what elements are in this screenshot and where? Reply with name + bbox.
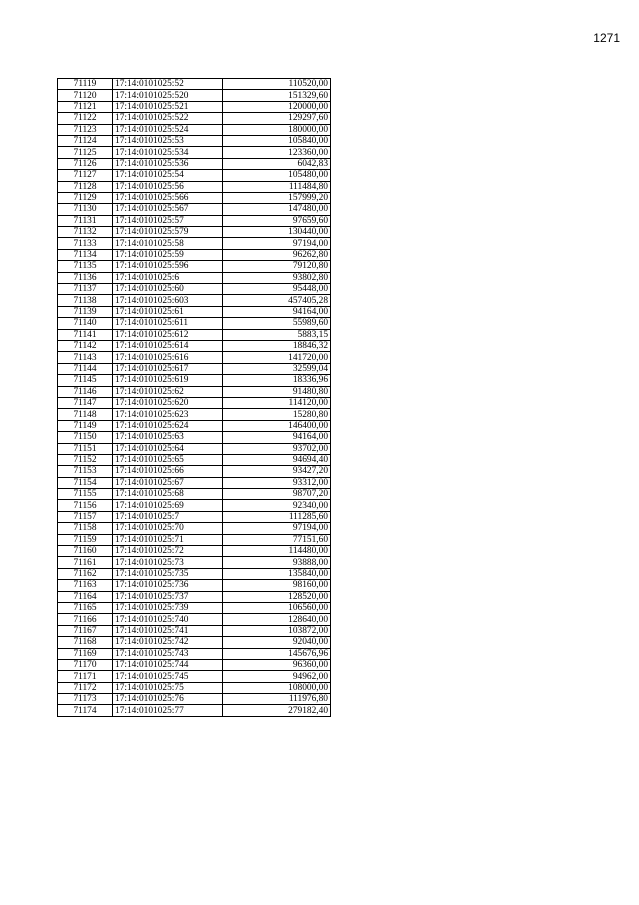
table-row [58, 340, 331, 351]
row-number-cell: 71120 [58, 90, 113, 101]
cadastral-value-cell: 98160,00 [223, 580, 331, 591]
cadastral-value-cell: 55989,60 [223, 318, 331, 329]
cadastral-number-cell: 17:14:0101025:521 [113, 101, 223, 112]
cadastral-value-cell: 95448,00 [223, 284, 331, 295]
cadastral-value-cell: 105480,00 [223, 170, 331, 181]
cadastral-number-cell: 17:14:0101025:623 [113, 409, 223, 420]
cadastral-number-cell: 17:14:0101025:617 [113, 363, 223, 374]
cadastral-value-cell: 111484,80 [223, 181, 331, 192]
cadastral-value-cell: 77151,60 [223, 534, 331, 545]
cadastral-value-cell: 106560,00 [223, 602, 331, 613]
row-number-cell: 71136 [58, 272, 113, 283]
cadastral-number-cell: 17:14:0101025:744 [113, 659, 223, 670]
cadastral-value-cell: 92040,00 [223, 637, 331, 648]
cadastral-value-cell: 32599,04 [223, 363, 331, 374]
cadastral-number-cell: 17:14:0101025:53 [113, 135, 223, 146]
table-row [58, 409, 331, 420]
row-number-cell: 71141 [58, 329, 113, 340]
table-row [58, 284, 331, 295]
cadastral-number-cell: 17:14:0101025:6 [113, 272, 223, 283]
row-number-cell: 71172 [58, 682, 113, 693]
table-row [58, 659, 331, 670]
cadastral-number-cell: 17:14:0101025:534 [113, 147, 223, 158]
cadastral-number-cell: 17:14:0101025:75 [113, 682, 223, 693]
cadastral-number-cell: 17:14:0101025:71 [113, 534, 223, 545]
page-number: 1271 [593, 31, 620, 45]
cadastral-number-cell: 17:14:0101025:739 [113, 602, 223, 613]
row-number-cell: 71131 [58, 215, 113, 226]
cadastral-number-cell: 17:14:0101025:742 [113, 637, 223, 648]
row-number-cell: 71128 [58, 181, 113, 192]
cadastral-value-table-container [57, 78, 331, 717]
row-number-cell: 71162 [58, 568, 113, 579]
table-row [58, 318, 331, 329]
cadastral-number-cell: 17:14:0101025:69 [113, 500, 223, 511]
cadastral-value-cell: 146400,00 [223, 420, 331, 431]
table-row [58, 489, 331, 500]
cadastral-number-cell: 17:14:0101025:743 [113, 648, 223, 659]
table-row [58, 705, 331, 716]
cadastral-value-cell: 18846,32 [223, 340, 331, 351]
cadastral-value-cell: 123360,00 [223, 147, 331, 158]
row-number-cell: 71168 [58, 637, 113, 648]
cadastral-number-cell: 17:14:0101025:57 [113, 215, 223, 226]
table-row [58, 363, 331, 374]
cadastral-number-cell: 17:14:0101025:56 [113, 181, 223, 192]
row-number-cell: 71126 [58, 158, 113, 169]
cadastral-value-cell: 108000,00 [223, 682, 331, 693]
cadastral-value-cell: 128640,00 [223, 614, 331, 625]
cadastral-value-cell: 94694,40 [223, 454, 331, 465]
table-row [58, 272, 331, 283]
table-row [58, 375, 331, 386]
table-row [58, 443, 331, 454]
table-row [58, 170, 331, 181]
cadastral-value-cell: 114480,00 [223, 546, 331, 557]
table-row [58, 204, 331, 215]
table-row [58, 523, 331, 534]
row-number-cell: 71160 [58, 546, 113, 557]
table-row [58, 671, 331, 682]
cadastral-number-cell: 17:14:0101025:67 [113, 477, 223, 488]
row-number-cell: 71171 [58, 671, 113, 682]
cadastral-value-cell: 157999,20 [223, 192, 331, 203]
cadastral-number-cell: 17:14:0101025:64 [113, 443, 223, 454]
cadastral-number-cell: 17:14:0101025:63 [113, 432, 223, 443]
cadastral-number-cell: 17:14:0101025:54 [113, 170, 223, 181]
cadastral-value-cell: 97194,00 [223, 523, 331, 534]
table-row [58, 295, 331, 306]
cadastral-value-cell: 130440,00 [223, 227, 331, 238]
row-number-cell: 71147 [58, 397, 113, 408]
cadastral-number-cell: 17:14:0101025:596 [113, 261, 223, 272]
table-row [58, 614, 331, 625]
table-row [58, 534, 331, 545]
row-number-cell: 71143 [58, 352, 113, 363]
cadastral-value-cell: 93312,00 [223, 477, 331, 488]
row-number-cell: 71155 [58, 489, 113, 500]
row-number-cell: 71149 [58, 420, 113, 431]
cadastral-value-cell: 15280,80 [223, 409, 331, 420]
cadastral-number-cell: 17:14:0101025:59 [113, 249, 223, 260]
table-row [58, 546, 331, 557]
cadastral-value-cell: 279182,40 [223, 705, 331, 716]
cadastral-number-cell: 17:14:0101025:603 [113, 295, 223, 306]
cadastral-number-cell: 17:14:0101025:619 [113, 375, 223, 386]
row-number-cell: 71139 [58, 306, 113, 317]
cadastral-number-cell: 17:14:0101025:736 [113, 580, 223, 591]
cadastral-value-cell: 110520,00 [223, 79, 331, 90]
cadastral-value-table [57, 78, 331, 717]
cadastral-number-cell: 17:14:0101025:62 [113, 386, 223, 397]
cadastral-number-cell: 17:14:0101025:520 [113, 90, 223, 101]
row-number-cell: 71173 [58, 694, 113, 705]
table-row [58, 682, 331, 693]
cadastral-number-cell: 17:14:0101025:611 [113, 318, 223, 329]
row-number-cell: 71137 [58, 284, 113, 295]
row-number-cell: 71123 [58, 124, 113, 135]
table-row [58, 261, 331, 272]
row-number-cell: 71142 [58, 340, 113, 351]
table-row [58, 386, 331, 397]
table-row [58, 124, 331, 135]
cadastral-value-cell: 93427,20 [223, 466, 331, 477]
table-row [58, 466, 331, 477]
cadastral-number-cell: 17:14:0101025:76 [113, 694, 223, 705]
cadastral-number-cell: 17:14:0101025:612 [113, 329, 223, 340]
row-number-cell: 71130 [58, 204, 113, 215]
cadastral-number-cell: 17:14:0101025:7 [113, 511, 223, 522]
row-number-cell: 71169 [58, 648, 113, 659]
cadastral-number-cell: 17:14:0101025:620 [113, 397, 223, 408]
cadastral-number-cell: 17:14:0101025:735 [113, 568, 223, 579]
table-row [58, 420, 331, 431]
cadastral-number-cell: 17:14:0101025:745 [113, 671, 223, 682]
cadastral-number-cell: 17:14:0101025:70 [113, 523, 223, 534]
table-row [58, 637, 331, 648]
table-row [58, 500, 331, 511]
cadastral-value-cell: 97659,60 [223, 215, 331, 226]
cadastral-value-cell: 92340,00 [223, 500, 331, 511]
row-number-cell: 71119 [58, 79, 113, 90]
cadastral-value-cell: 94962,00 [223, 671, 331, 682]
row-number-cell: 71150 [58, 432, 113, 443]
row-number-cell: 71125 [58, 147, 113, 158]
cadastral-value-cell: 147480,00 [223, 204, 331, 215]
table-row [58, 79, 331, 90]
cadastral-value-cell: 93802,80 [223, 272, 331, 283]
cadastral-number-cell: 17:14:0101025:616 [113, 352, 223, 363]
cadastral-number-cell: 17:14:0101025:52 [113, 79, 223, 90]
table-row [58, 557, 331, 568]
cadastral-value-cell: 129297,60 [223, 113, 331, 124]
cadastral-value-cell: 111976,80 [223, 694, 331, 705]
cadastral-number-cell: 17:14:0101025:624 [113, 420, 223, 431]
table-row [58, 591, 331, 602]
cadastral-value-cell: 91480,80 [223, 386, 331, 397]
row-number-cell: 71124 [58, 135, 113, 146]
cadastral-number-cell: 17:14:0101025:614 [113, 340, 223, 351]
row-number-cell: 71146 [58, 386, 113, 397]
cadastral-number-cell: 17:14:0101025:741 [113, 625, 223, 636]
cadastral-value-cell: 145676,96 [223, 648, 331, 659]
row-number-cell: 71161 [58, 557, 113, 568]
row-number-cell: 71132 [58, 227, 113, 238]
cadastral-number-cell: 17:14:0101025:72 [113, 546, 223, 557]
cadastral-number-cell: 17:14:0101025:65 [113, 454, 223, 465]
table-row [58, 580, 331, 591]
table-row [58, 181, 331, 192]
row-number-cell: 71163 [58, 580, 113, 591]
cadastral-number-cell: 17:14:0101025:66 [113, 466, 223, 477]
row-number-cell: 71156 [58, 500, 113, 511]
table-row [58, 147, 331, 158]
cadastral-value-cell: 96360,00 [223, 659, 331, 670]
row-number-cell: 71144 [58, 363, 113, 374]
row-number-cell: 71145 [58, 375, 113, 386]
cadastral-number-cell: 17:14:0101025:740 [113, 614, 223, 625]
row-number-cell: 71154 [58, 477, 113, 488]
cadastral-value-cell: 97194,00 [223, 238, 331, 249]
cadastral-value-cell: 98707,20 [223, 489, 331, 500]
cadastral-number-cell: 17:14:0101025:536 [113, 158, 223, 169]
cadastral-value-cell: 151329,60 [223, 90, 331, 101]
cadastral-number-cell: 17:14:0101025:68 [113, 489, 223, 500]
table-row [58, 477, 331, 488]
row-number-cell: 71166 [58, 614, 113, 625]
row-number-cell: 71133 [58, 238, 113, 249]
cadastral-value-cell: 105840,00 [223, 135, 331, 146]
cadastral-value-cell: 457405,28 [223, 295, 331, 306]
row-number-cell: 71165 [58, 602, 113, 613]
cadastral-value-cell: 18336,96 [223, 375, 331, 386]
cadastral-value-cell: 79120,80 [223, 261, 331, 272]
table-row [58, 238, 331, 249]
row-number-cell: 71158 [58, 523, 113, 534]
table-row [58, 625, 331, 636]
cadastral-value-cell: 93888,00 [223, 557, 331, 568]
table-row [58, 306, 331, 317]
table-row [58, 215, 331, 226]
cadastral-value-cell: 96262,80 [223, 249, 331, 260]
table-row [58, 101, 331, 112]
cadastral-value-cell: 93702,00 [223, 443, 331, 454]
table-row [58, 432, 331, 443]
table-row [58, 90, 331, 101]
table-row [58, 454, 331, 465]
table-row [58, 249, 331, 260]
row-number-cell: 71151 [58, 443, 113, 454]
row-number-cell: 71164 [58, 591, 113, 602]
cadastral-value-cell: 111285,60 [223, 511, 331, 522]
cadastral-number-cell: 17:14:0101025:579 [113, 227, 223, 238]
table-row [58, 192, 331, 203]
cadastral-value-cell: 6042,83 [223, 158, 331, 169]
table-row [58, 329, 331, 340]
table-row [58, 113, 331, 124]
row-number-cell: 71174 [58, 705, 113, 716]
row-number-cell: 71122 [58, 113, 113, 124]
row-number-cell: 71148 [58, 409, 113, 420]
cadastral-value-cell: 180000,00 [223, 124, 331, 135]
cadastral-value-cell: 94164,00 [223, 306, 331, 317]
cadastral-number-cell: 17:14:0101025:77 [113, 705, 223, 716]
table-row [58, 602, 331, 613]
row-number-cell: 71159 [58, 534, 113, 545]
row-number-cell: 71121 [58, 101, 113, 112]
cadastral-value-cell: 103872,00 [223, 625, 331, 636]
row-number-cell: 71129 [58, 192, 113, 203]
cadastral-number-cell: 17:14:0101025:73 [113, 557, 223, 568]
cadastral-number-cell: 17:14:0101025:566 [113, 192, 223, 203]
row-number-cell: 71127 [58, 170, 113, 181]
table-row [58, 511, 331, 522]
table-row [58, 397, 331, 408]
table-row [58, 694, 331, 705]
cadastral-value-cell: 5883,15 [223, 329, 331, 340]
cadastral-number-cell: 17:14:0101025:61 [113, 306, 223, 317]
row-number-cell: 71153 [58, 466, 113, 477]
table-row [58, 648, 331, 659]
row-number-cell: 71167 [58, 625, 113, 636]
cadastral-number-cell: 17:14:0101025:522 [113, 113, 223, 124]
table-row [58, 352, 331, 363]
cadastral-value-cell: 114120,00 [223, 397, 331, 408]
cadastral-number-cell: 17:14:0101025:737 [113, 591, 223, 602]
row-number-cell: 71152 [58, 454, 113, 465]
cadastral-value-cell: 141720,00 [223, 352, 331, 363]
table-row [58, 227, 331, 238]
cadastral-number-cell: 17:14:0101025:567 [113, 204, 223, 215]
row-number-cell: 71157 [58, 511, 113, 522]
cadastral-number-cell: 17:14:0101025:58 [113, 238, 223, 249]
cadastral-value-cell: 128520,00 [223, 591, 331, 602]
table-row [58, 135, 331, 146]
row-number-cell: 71170 [58, 659, 113, 670]
row-number-cell: 71140 [58, 318, 113, 329]
cadastral-number-cell: 17:14:0101025:60 [113, 284, 223, 295]
row-number-cell: 71135 [58, 261, 113, 272]
table-row [58, 158, 331, 169]
table-body [58, 79, 331, 717]
row-number-cell: 71138 [58, 295, 113, 306]
table-row [58, 568, 331, 579]
row-number-cell: 71134 [58, 249, 113, 260]
cadastral-value-cell: 135840,00 [223, 568, 331, 579]
cadastral-number-cell: 17:14:0101025:524 [113, 124, 223, 135]
cadastral-value-cell: 120000,00 [223, 101, 331, 112]
cadastral-value-cell: 94164,00 [223, 432, 331, 443]
